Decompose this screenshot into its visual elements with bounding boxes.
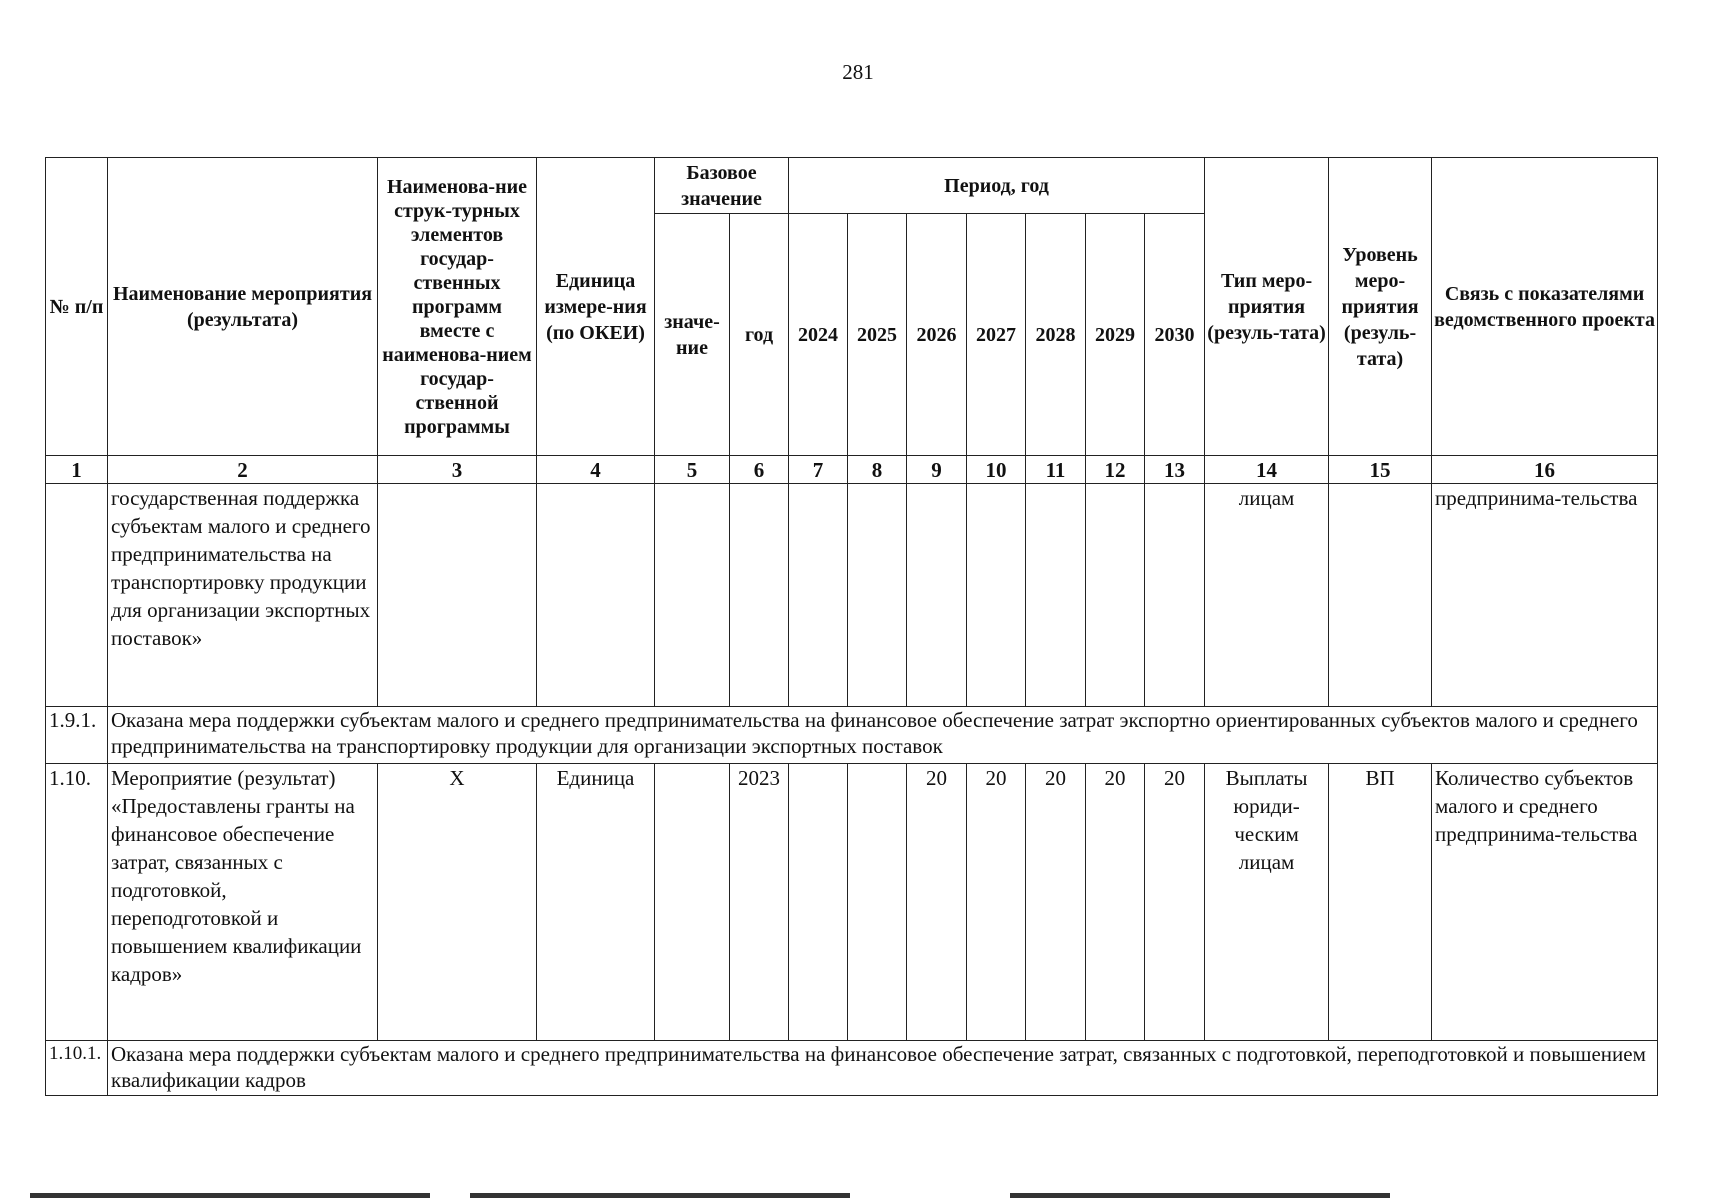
- cell-measure-name: государственная поддержка субъектам малого и среднего предпринимательства на транспортировку продукции для организации экспортных поставок»: [108, 484, 378, 707]
- header-row-top: [46, 158, 1658, 214]
- cell-base-value: [655, 484, 730, 707]
- cell-subitem-text: Оказана мера поддержки субъектам малого и среднего предпринимательства на финансовое обеспечение затрат экспортно ориентированных субъектов малого и среднего предпринимательства на транспортировку продукции для организации экспортных поставок: [108, 707, 1658, 764]
- cell-year-value: [848, 484, 907, 707]
- column-number: 12: [1086, 456, 1145, 484]
- column-number-row: [46, 456, 1658, 484]
- column-number: 9: [907, 456, 967, 484]
- page-number: 281: [842, 60, 874, 84]
- header-measure-type: Тип меро-приятия (резуль-тата): [1205, 158, 1329, 456]
- column-number: 1: [46, 456, 108, 484]
- cell-measure-level: [1329, 484, 1432, 707]
- cell-year-value: 20: [907, 764, 967, 1041]
- cell-year-value: [789, 484, 848, 707]
- header-year: 2029: [1086, 214, 1145, 456]
- table-row-subitem: [46, 707, 1658, 764]
- cell-year-value: [789, 764, 848, 1041]
- cell-measure-name: Мероприятие (результат) «Предоставлены гранты на финансовое обеспечение затрат, связанных с подготовкой, переподготовкой и повышением квалификации кадров»: [108, 764, 378, 1041]
- cell-year-value: [1145, 484, 1205, 707]
- header-year: 2028: [1026, 214, 1086, 456]
- header-relation: Связь с показателями ведомственного проекта: [1432, 158, 1658, 456]
- column-number: 15: [1329, 456, 1432, 484]
- cell-number: [46, 484, 108, 707]
- cell-year-value: 20: [1086, 764, 1145, 1041]
- cell-year-value: 20: [1026, 764, 1086, 1041]
- table-row-subitem: [46, 1041, 1658, 1096]
- header-year: 2024: [789, 214, 848, 456]
- column-number: 7: [789, 456, 848, 484]
- column-number: 6: [730, 456, 789, 484]
- cell-year-value: [1086, 484, 1145, 707]
- column-number: 16: [1432, 456, 1658, 484]
- cell-number: 1.10.: [46, 764, 108, 1041]
- cell-number: 1.9.1.: [46, 707, 108, 764]
- column-number: 13: [1145, 456, 1205, 484]
- table-row-continuation: [46, 484, 1658, 707]
- header-number: № п/п: [46, 158, 108, 456]
- cell-year-value: [1026, 484, 1086, 707]
- cell-relation: предпринима-тельства: [1432, 484, 1658, 707]
- cell-year-value: [907, 484, 967, 707]
- column-number: 10: [967, 456, 1026, 484]
- column-number: 8: [848, 456, 907, 484]
- header-year: 2027: [967, 214, 1026, 456]
- header-period-group: Период, год: [789, 158, 1205, 214]
- column-number: 11: [1026, 456, 1086, 484]
- cell-year-value: [848, 764, 907, 1041]
- cell-base-year: [730, 484, 789, 707]
- cell-measure-level: ВП: [1329, 764, 1432, 1041]
- cell-year-value: 20: [967, 764, 1026, 1041]
- header-base-value: значе-ние: [655, 214, 730, 456]
- cell-structural: [378, 484, 537, 707]
- cell-base-value: [655, 764, 730, 1041]
- cell-year-value: [967, 484, 1026, 707]
- header-measure-level: Уровень меро-приятия (резуль-тата): [1329, 158, 1432, 456]
- column-number: 2: [108, 456, 378, 484]
- cell-measure-type: Выплаты юриди-ческим лицам: [1205, 764, 1329, 1041]
- cell-measure-type: лицам: [1205, 484, 1329, 707]
- header-year: 2025: [848, 214, 907, 456]
- cell-subitem-text: Оказана мера поддержки субъектам малого и среднего предпринимательства на финансовое обеспечение затрат, связанных с подготовкой, переподготовкой и повышением квалификации кадров: [108, 1041, 1658, 1096]
- cell-unit: Единица: [537, 764, 655, 1041]
- scan-artifact-line: [30, 1193, 430, 1198]
- cell-structural: Х: [378, 764, 537, 1041]
- header-measure-name: Наименование мероприятия (результата): [108, 158, 378, 456]
- measures-table: [45, 157, 1658, 1096]
- column-number: 5: [655, 456, 730, 484]
- scan-artifact-line: [1010, 1193, 1390, 1198]
- cell-base-year: 2023: [730, 764, 789, 1041]
- column-number: 4: [537, 456, 655, 484]
- header-base-value-group: Базовое значение: [655, 158, 789, 214]
- header-year: 2026: [907, 214, 967, 456]
- column-number: 3: [378, 456, 537, 484]
- table-row-item: [46, 764, 1658, 1041]
- column-number: 14: [1205, 456, 1329, 484]
- cell-unit: [537, 484, 655, 707]
- cell-year-value: 20: [1145, 764, 1205, 1041]
- header-year: 2030: [1145, 214, 1205, 456]
- header-unit: Единица измере-ния (по ОКЕИ): [537, 158, 655, 456]
- header-base-year: год: [730, 214, 789, 456]
- cell-relation: Количество субъектов малого и среднего предпринима-тельства: [1432, 764, 1658, 1041]
- cell-number: 1.10.1.: [46, 1041, 108, 1096]
- header-structural-elements: Наименова-ние струк-турных элементов государ-ственных программ вместе с наименова-нием государ-ственной программы: [378, 158, 537, 456]
- scan-artifact-line: [470, 1193, 850, 1198]
